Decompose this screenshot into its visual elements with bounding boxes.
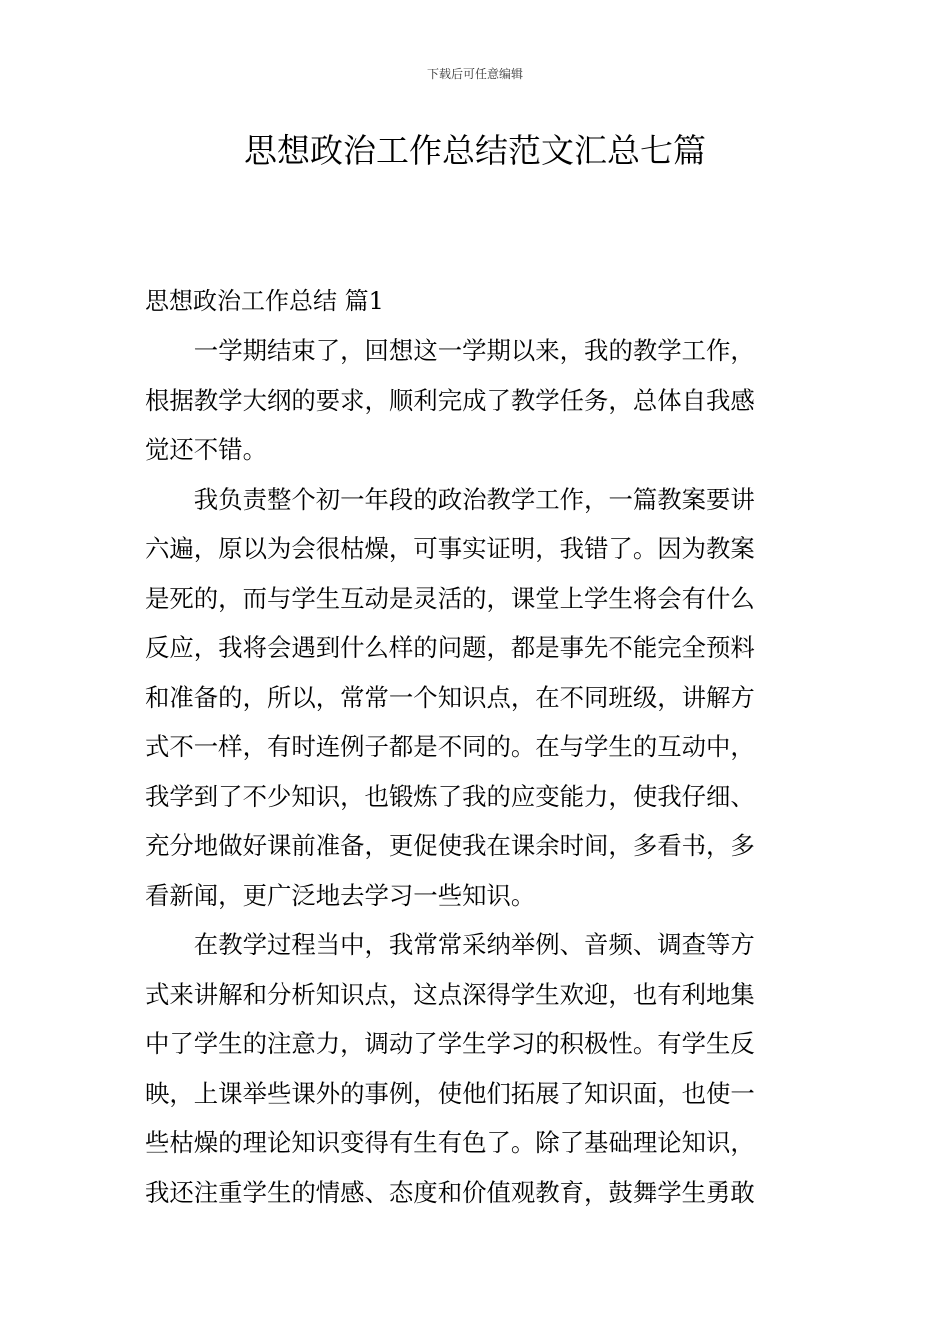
paragraph-line: 中了学生的注意力，调动了学生学习的积极性。有学生反: [145, 1029, 755, 1058]
paragraph-line: 充分地做好课前准备，更促使我在课余时间，多看书，多: [145, 831, 755, 860]
paragraph-line: 反应，我将会遇到什么样的问题，都是事先不能完全预料: [145, 633, 755, 662]
paragraph-line: 我负责整个初一年段的政治教学工作，一篇教案要讲: [193, 484, 755, 514]
paragraph-line: 一学期结束了，回想这一学期以来，我的教学工作，: [193, 336, 755, 365]
paragraph-line: 式不一样，有时连例子都是不同的。在与学生的互动中，: [145, 732, 755, 761]
paragraph-line: 些枯燥的理论知识变得有生有色了。除了基础理论知识，: [145, 1128, 755, 1157]
paragraph-1: [145, 326, 809, 475]
paragraph-line: 和准备的，所以，常常一个知识点，在不同班级，讲解方: [145, 682, 755, 712]
paragraph-line: 我学到了不少知识，也锻炼了我的应变能力，使我仔细、: [145, 781, 755, 811]
paragraph-line: 式来讲解和分析知识点，这点深得学生欢迎，也有利地集: [145, 979, 755, 1009]
paragraph-line: 觉还不错。: [145, 435, 267, 464]
document-body: [145, 276, 809, 1217]
paragraph-line: 我还注重学生的情感、态度和价值观教育，鼓舞学生勇敢: [145, 1177, 755, 1207]
paragraph-line: 看新闻，更广泛地去学习一些知识。: [145, 880, 536, 910]
section-heading: 思想政治工作总结 篇1: [145, 287, 384, 315]
paragraph-3: [145, 920, 809, 1217]
document-title: 思想政治工作总结范文汇总七篇: [244, 131, 706, 170]
header-note: 下载后可任意编辑: [426, 67, 523, 81]
paragraph-line: 是死的，而与学生互动是灵活的，课堂上学生将会有什么: [145, 583, 755, 613]
paragraph-line: 六遍，原以为会很枯燥，可事实证明，我错了。因为教案: [145, 534, 755, 563]
paragraph-line: 映，上课举些课外的事例，使他们拓展了知识面，也使一: [145, 1078, 755, 1108]
paragraph-line: 在教学过程当中，我常常采纳举例、音频、调查等方: [193, 930, 755, 959]
paragraph-line: 根据教学大纲的要求，顺利完成了教学任务，总体自我感: [145, 385, 755, 415]
paragraph-2: [145, 475, 809, 921]
